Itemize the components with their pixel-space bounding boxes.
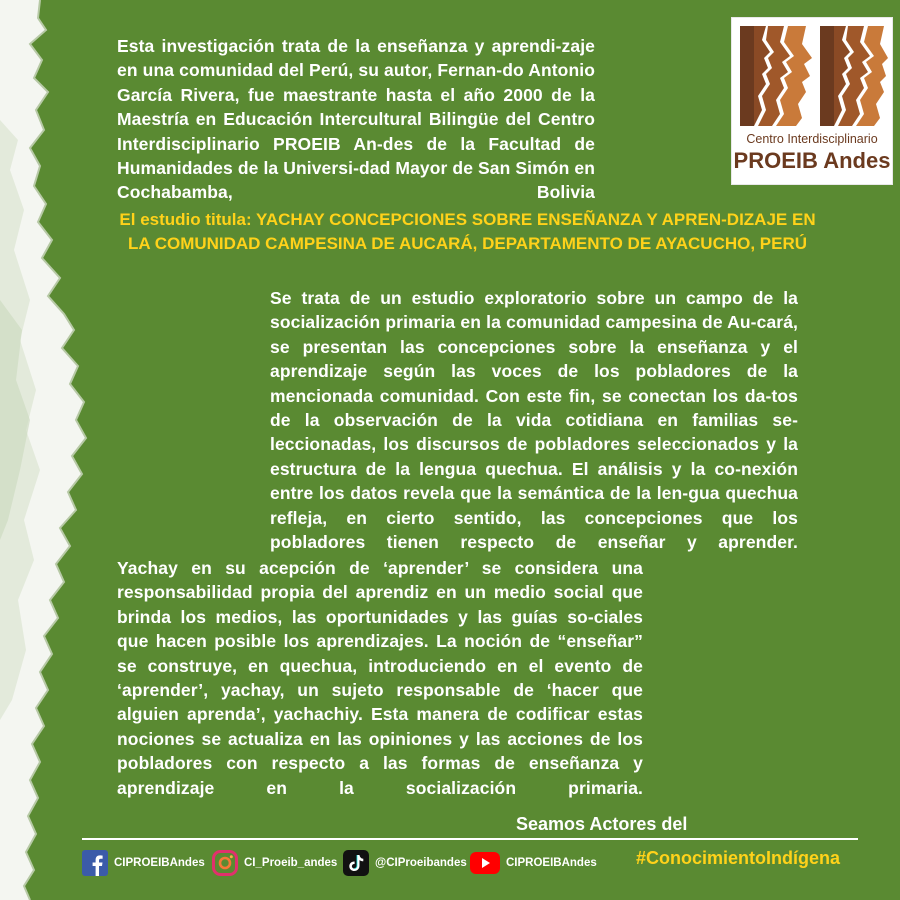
youtube-icon — [470, 852, 500, 874]
summary-paragraph: Se trata de un estudio exploratorio sobre un campo de la socialización primaria en la comunidad campesina de Au-cará, se presentan las concepciones sobre la enseñanza y el aprendizaje según las voces de los pobladores de la mencionada comunidad. Con este fin, se conectan los da-tos de la observación de la vida cotidiana en familias se-leccionadas, los discursos de pobladores seleccionados y la estructura de la lengua quechua. El análisis y la co-nexión entre los datos revela que la semántica de la len-gua quechua refleja, en cierto sentido, las concepciones que los pobladores tienen respecto de enseñar y aprender. — [270, 288, 798, 553]
social-link-tiktok[interactable] — [343, 849, 467, 877]
slogan-line-1: Seamos Actores del — [516, 814, 688, 834]
tiktok-handle: @CIProeibandes — [375, 857, 467, 869]
study-title: El estudio titula: YACHAY CONCEPCIONES SOBRE ENSEÑANZA Y APREN-DIZAJE EN LA COMUNIDAD CAMPESINA DE AUCARÁ, DEPARTAMENTO DE AYACUCHO, PERÚ — [119, 210, 816, 253]
social-link-instagram[interactable] — [212, 849, 337, 877]
intro-paragraph: Esta investigación trata de la enseñanza y aprendi-zaje en una comunidad del Perú, su autor, Fernan-do Antonio García Rivera, fue maestrante hasta el año 2000 de la Maestría en Educación Intercultural Bilingüe del Centro Interdisciplinario PROEIB An-des de la Facultad de Humanidades de la Universi-dad Mayor de San Simón en Cochabamba, Bolivia — [117, 36, 595, 203]
facebook-icon — [82, 850, 108, 876]
instagram-icon — [212, 850, 238, 876]
instagram-handle: CI_Proeib_andes — [244, 857, 338, 869]
torn-paper-edge — [0, 0, 120, 900]
logo-title: PROEIB Andes — [733, 148, 891, 173]
tiktok-icon — [343, 850, 369, 876]
yachay-paragraph: Yachay en su acepción de ‘aprender’ se considera una responsabilidad propia del aprendiz en un medio social que brinda los medios, las oportunidades y las guías so-ciales que hacen posible los aprendizajes. La noción de “enseñar” se construye, en quechua, introduciendo en el evento de ‘aprender’, yachay, un sujeto responsable de ‘hacer que alguien aprenda’, yachachiy. Esta manera de codificar estas nociones se actualiza en las opiniones y las acciones de los pobladores con respecto a las formas de enseñanza y aprendizaje en la socialización primaria. — [117, 558, 643, 798]
logo-subtitle: Centro Interdisciplinario — [746, 132, 878, 146]
footer-divider — [82, 838, 858, 840]
facebook-handle: CIPROEIBAndes — [114, 857, 205, 869]
social-link-youtube[interactable] — [470, 849, 597, 877]
proeib-logo — [731, 17, 893, 185]
youtube-handle: CIPROEIBAndes — [506, 857, 597, 869]
social-link-facebook[interactable] — [82, 849, 205, 877]
slogan-hashtag[interactable]: #ConocimientoIndígena — [636, 848, 841, 868]
